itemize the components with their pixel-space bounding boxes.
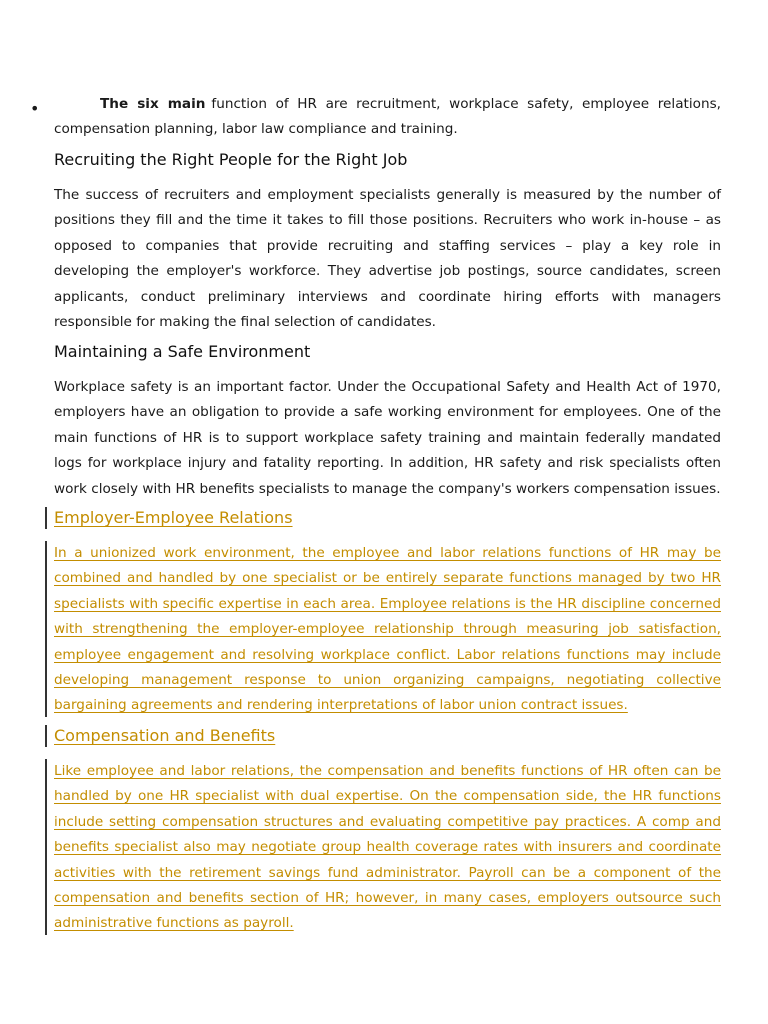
change-bar	[45, 541, 47, 717]
change-bar	[45, 507, 47, 529]
change-bar	[45, 759, 47, 935]
paragraph-compensation-benefits: Like employee and labor relations, the compensation and benefits functions of HR often can be handled by one HR specialist with dual expertise. On the compensation side, the HR functions include setting compensation structures and evaluating competitive pay practices. A comp and benefits specialist also may negotiate group health coverage rates with insurers and coordinate activities with the retirement savings fund administrator. Payroll can be a component of the compensation and benefits section of HR; however, in many cases, employers outsource such administrative functions as payroll.	[54, 763, 721, 932]
intro-bold-lead: The six main	[100, 96, 206, 112]
paragraph-employer-employee-relations: In a unionized work environment, the employee and labor relations functions of HR may be combined and handled by one specialist or be entirely separate functions managed by two HR specialists with specific expertise in each area. Employee relations is the HR discipline concerned with strengthening the employer-employee relationship through measuring job satisfaction, employee engagement and resolving workplace conflict. Labor relations functions may include developing management response to union organizing campaigns, negotiating collective bargaining agreements and rendering interpretations of labor union contract issues.	[54, 545, 721, 714]
heading-employer-employee-relations: Employer-Employee Relations	[54, 508, 293, 527]
list-bullet: •	[30, 99, 40, 118]
paragraph-recruiting: The success of recruiters and employment specialists generally is measured by the number of positions they fill and the time it takes to fill those positions. Recruiters who work in-house – as opposed to companies that provide recruiting and staffing services – play a key role in developing the employer's workforce. They advertise job postings, source candidates, screen applicants, conduct preliminary interviews and coordinate hiring efforts with managers responsible for making the final selection of candidates.	[54, 187, 721, 331]
change-bar	[45, 725, 47, 747]
intro-text: function of HR are recruitment, workplace safety, employee relations, compensation planning, labor law compliance and training.	[54, 96, 721, 138]
heading-compensation-benefits: Compensation and Benefits	[54, 726, 276, 745]
heading-recruiting: Recruiting the Right People for the Right Job	[54, 150, 408, 169]
heading-safe-environment: Maintaining a Safe Environment	[54, 342, 311, 361]
intro-paragraph	[54, 92, 721, 143]
paragraph-safe-environment: Workplace safety is an important factor. Under the Occupational Safety and Health Act of 1970, employers have an obligation to provide a safe working environment for employees. One of the main functions of HR is to support workplace safety training and maintain federally mandated logs for workplace injury and fatality reporting. In addition, HR safety and risk specialists often work closely with HR benefits specialists to manage the company's workers compensation issues.	[54, 379, 721, 497]
